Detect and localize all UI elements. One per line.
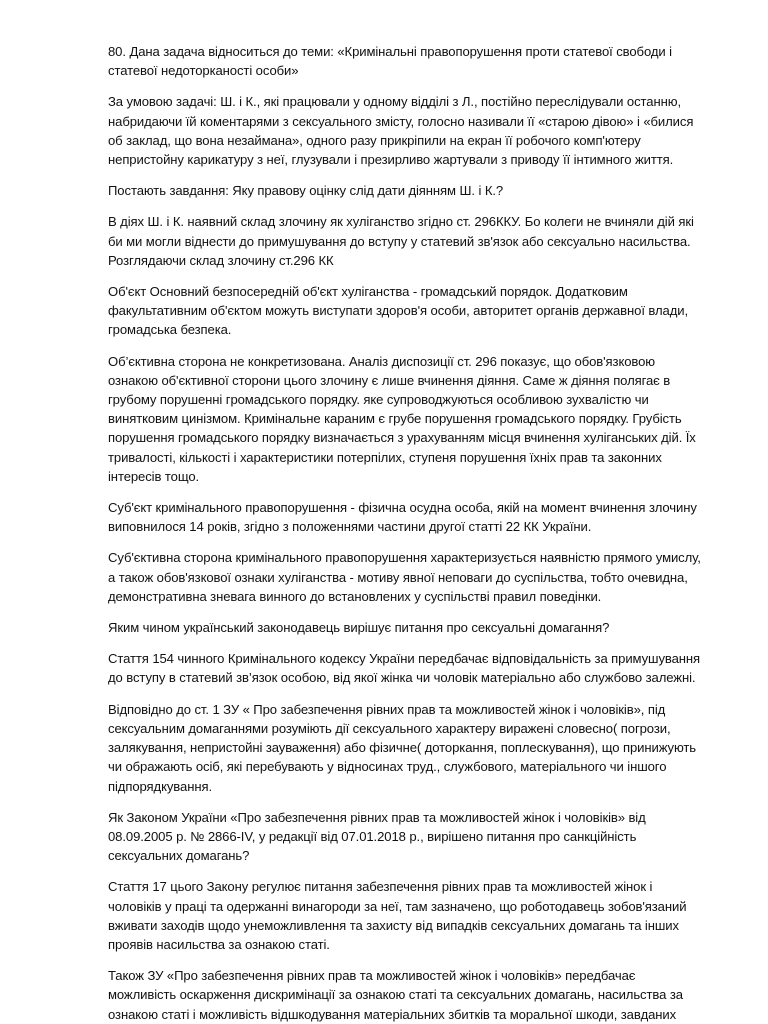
text-line: залякування, непристойні зауваження) або фізичне( доторкання, поплескування), що принижують: [108, 740, 697, 756]
subject-paragraph: [108, 498, 716, 536]
text-line: непристойну карикатуру з неї, глузували і презирливо жартували з приводу її інтимного життя.: [108, 152, 674, 168]
text-line: Яким чином український законодавець вирішує питання про сексуальні домагання?: [108, 620, 610, 636]
text-line: За умовою задачі: Ш. і К., які працювали у одному відділі з Л., постійно переслідували останню,: [108, 94, 682, 110]
text-line: Об'єкт Основний безпосередній об'єкт хуліганства - громадський порядок. Додатковим: [108, 284, 628, 300]
text-line: до вступу в статевий зв’язок особою, від якої жінка чи чоловік матеріально або службово залежні.: [108, 670, 696, 686]
text-line: тривалості, кількості і характеристики потерпілих, ступеня порушення їхніх прав та законних: [108, 449, 662, 465]
text-line: Також ЗУ «Про забезпечення рівних прав та можливостей жінок і чоловіків» передбачає: [108, 968, 636, 984]
text-line: факультативним об'єктом можуть виступати здоров'я особи, авторитет органів державної влади,: [108, 303, 688, 319]
task-question-paragraph: [108, 181, 716, 200]
text-line: Як Законом України «Про забезпечення рівних прав та можливостей жінок і чоловіків» від: [108, 809, 646, 825]
article-17-paragraph: [108, 877, 716, 954]
text-line: Суб'єктивна сторона кримінального правопорушення характеризується наявністю прямого умислу,: [108, 550, 701, 566]
text-line: Стаття 17 цього Закону регулює питання забезпечення рівних прав та можливостей жінок і: [108, 879, 653, 895]
text-line: сексуальним домаганнями розуміють дії сексуального характеру виражені словесно( погрози,: [108, 720, 671, 736]
text-line: Стаття 154 чинного Кримінального кодексу України передбачає відповідальність за примушування: [108, 651, 701, 667]
text-line: можливість оскарження дискримінації за ознакою статі та сексуальних домагань, насильства за: [108, 987, 683, 1003]
text-line: підпорядкування.: [108, 778, 212, 794]
text-line: Відповідно до ст. 1 ЗУ « Про забезпечення рівних прав та можливостей жінок і чоловіків», під: [108, 701, 666, 717]
answer-paragraph: [108, 212, 716, 270]
article-154-paragraph: [108, 649, 716, 687]
text-line: чи ображають осіб, які перебувають у відносинах труд., службового, матеріального чи іншого: [108, 759, 667, 775]
text-line: ознакою статі і можливість відшкодування матеріальних збитків та моральної шкоди, завданих: [108, 1006, 677, 1022]
text-line: демонстративна зневага винного до встановлених у суспільстві правил поведінки.: [108, 588, 602, 604]
text-line: об заклад, що вона незаймана», одного разу прикріпили на екран її робочого комп'ютеру: [108, 132, 641, 148]
text-line: В діях Ш. і К. наявний склад злочину як хуліганство згідно ст. 296ККУ. Бо колеги не вчиняли дій які: [108, 214, 694, 230]
text-line: а також обов'язкової ознаки хуліганства - мотиву явної неповаги до суспільства, тобто очевидна,: [108, 569, 688, 585]
appeal-paragraph: [108, 966, 716, 1024]
harassment-question-paragraph: [108, 618, 716, 637]
text-line: проявів насильства за ознакою статі.: [108, 936, 330, 952]
text-line: Розглядаючи склад злочину ст.296 КК: [108, 252, 334, 268]
objective-side-paragraph: [108, 352, 716, 486]
text-line: 08.09.2005 р. № 2866-IV, у редакції від 07.01.2018 р., вирішено питання про санкційність: [108, 828, 637, 844]
text-line: 80. Дана задача відноситься до теми: «Кримінальні правопорушення проти статевої свободи і: [108, 44, 672, 59]
text-line: грубому порушенні громадського порядку. яке супроводжуються особливою зухвалістю чи: [108, 392, 649, 408]
harassment-definition-paragraph: [108, 700, 716, 796]
task-heading-paragraph: [108, 42, 716, 80]
subjective-side-paragraph: [108, 548, 716, 606]
text-line: би ми могли віднести до примушування до вступу у статевий зв'язок або сексуально насильства.: [108, 233, 691, 249]
text-line: набридаючи їй коментарями з сексуального змісту, голосно називали її «старою дівою» і «билися: [108, 113, 694, 129]
object-paragraph: [108, 282, 716, 340]
text-line: виповнилося 14 років, згідно з положеннями частини другої статті 22 КК України.: [108, 519, 592, 535]
text-line: Постають завдання: Яку правову оцінку слід дати діянням Ш. і К.?: [108, 183, 504, 199]
law-question-paragraph: [108, 808, 716, 866]
text-line: чоловіків у праці та одержанні винагороди за неї, там зазначено, що роботодавець зобов'язаний: [108, 898, 687, 914]
text-line: вживати заходів щодо унеможливлення та захисту від випадків сексуальних домагань та інших: [108, 917, 679, 933]
text-line: статевої недоторканості особи»: [108, 63, 299, 79]
text-line: Об’єктивна сторона не конкретизована. Аналіз диспозиції ст. 296 показує, що обов'язковою: [108, 353, 656, 369]
text-line: сексуальних домагань?: [108, 848, 250, 864]
text-line: винятковим цинізмом. Кримінальне караним є грубе порушення громадського порядку. Грубість: [108, 411, 682, 427]
text-line: Суб'єкт кримінального правопорушення - фізична осудна особа, якій на момент вчинення злочину: [108, 500, 697, 516]
text-line: ознакою об'єктивної сторони цього злочину є лише вчинення діяння. Саме ж діяння полягає в: [108, 372, 671, 388]
text-line: порушення громадського порядку визначається з урахуванням місця вчинення хуліганських дій. Їх: [108, 430, 696, 446]
text-line: громадська безпека.: [108, 322, 232, 338]
task-condition-paragraph: [108, 92, 716, 169]
text-line: інтересів тощо.: [108, 468, 200, 484]
